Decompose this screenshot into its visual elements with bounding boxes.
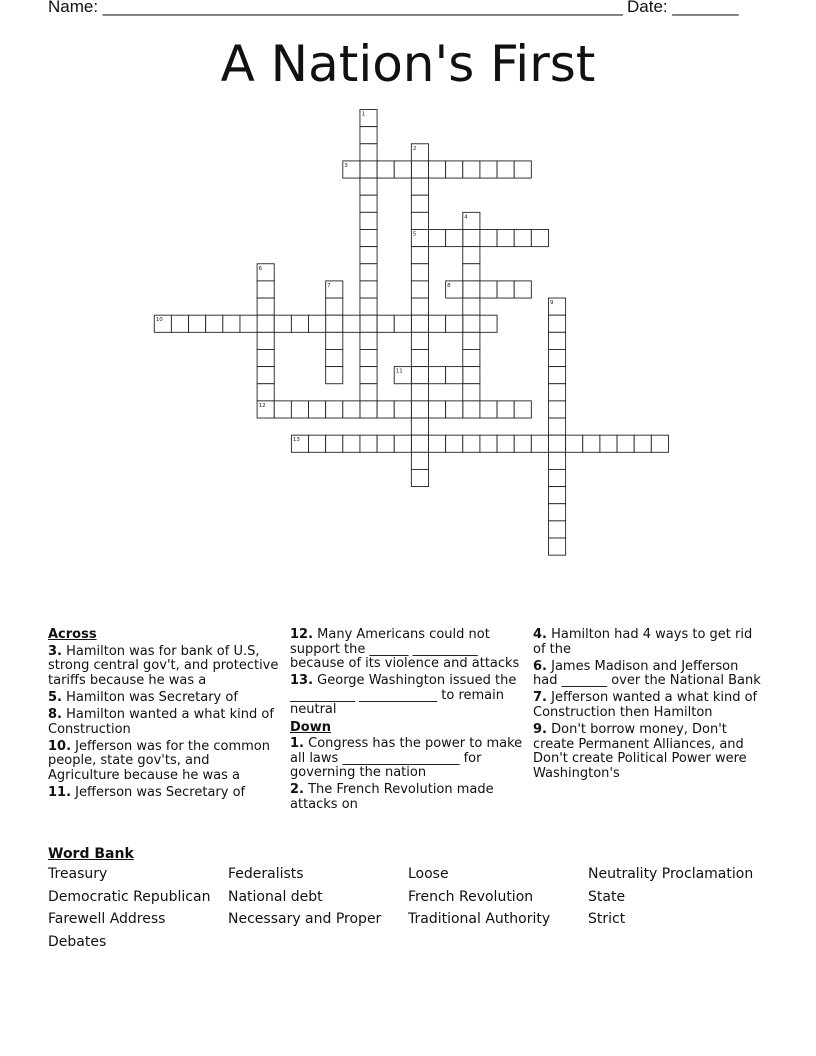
crossword-cell[interactable] <box>411 452 428 469</box>
crossword-cell[interactable] <box>257 349 274 366</box>
crossword-cell[interactable] <box>463 298 480 315</box>
word-bank-heading: Word Bank <box>48 846 134 862</box>
crossword-cell[interactable] <box>548 401 565 418</box>
crossword-cell[interactable] <box>634 435 651 452</box>
clue-item <box>290 674 526 718</box>
crossword-cell[interactable] <box>411 435 428 452</box>
crossword-cell[interactable] <box>446 229 463 246</box>
clue-number: 8. <box>48 706 62 722</box>
clue-number: 3. <box>48 643 62 659</box>
crossword-cell[interactable] <box>480 315 497 332</box>
cell-number: 8 <box>447 282 451 289</box>
word-bank-item: Necessary and Proper <box>228 911 382 928</box>
crossword-cell[interactable] <box>531 229 548 246</box>
crossword-cell[interactable] <box>360 281 377 298</box>
crossword-cell[interactable] <box>394 435 411 452</box>
crossword-cell[interactable] <box>617 435 634 452</box>
crossword-cell[interactable] <box>240 315 257 332</box>
crossword-cell[interactable] <box>463 349 480 366</box>
crossword-cell[interactable] <box>223 315 240 332</box>
crossword-cell[interactable] <box>411 384 428 401</box>
crossword-cell[interactable] <box>446 367 463 384</box>
clue-number: 5. <box>48 689 62 705</box>
crossword-cell[interactable] <box>377 315 394 332</box>
clue-item <box>290 628 526 672</box>
clue-text: Jefferson was Secretary of <box>71 784 246 800</box>
crossword-cell[interactable] <box>360 264 377 281</box>
crossword-cell[interactable] <box>326 332 343 349</box>
crossword-cell[interactable] <box>446 315 463 332</box>
crossword-cell[interactable] <box>360 384 377 401</box>
clue-item <box>533 691 763 720</box>
crossword-cell[interactable] <box>548 504 565 521</box>
crossword-cell[interactable] <box>497 161 514 178</box>
clue-text: Hamilton had 4 ways to get rid of the <box>533 627 753 657</box>
crossword-cell[interactable] <box>360 229 377 246</box>
cell-number: 4 <box>464 214 468 221</box>
crossword-cell[interactable] <box>326 401 343 418</box>
clue-number: 2. <box>290 782 304 798</box>
crossword-cell[interactable] <box>548 315 565 332</box>
word-bank-grid <box>48 866 768 950</box>
crossword-cell[interactable] <box>480 281 497 298</box>
cell-number: 6 <box>258 265 263 272</box>
crossword-cell[interactable] <box>360 435 377 452</box>
crossword-cell[interactable] <box>411 401 428 418</box>
cell-number: 7 <box>327 282 331 289</box>
crossword-cell[interactable] <box>548 384 565 401</box>
crossword-cell[interactable] <box>394 401 411 418</box>
crossword-cell[interactable] <box>463 161 480 178</box>
clues-column-2 <box>290 628 526 815</box>
clue-item <box>48 740 284 784</box>
crossword-cell[interactable] <box>411 298 428 315</box>
crossword-cell[interactable] <box>497 401 514 418</box>
cell-number: 3 <box>344 162 348 169</box>
crossword-cell[interactable] <box>257 332 274 349</box>
crossword-cell[interactable] <box>548 487 565 504</box>
crossword-cell[interactable] <box>514 435 531 452</box>
word-bank-item: National debt <box>228 888 323 905</box>
crossword-cell[interactable] <box>514 401 531 418</box>
crossword-cell[interactable] <box>326 349 343 366</box>
clue-number: 1. <box>290 736 304 752</box>
clue-item <box>533 660 763 689</box>
crossword-cell[interactable] <box>480 435 497 452</box>
crossword-cell[interactable] <box>360 349 377 366</box>
clue-item <box>290 783 526 812</box>
clue-item <box>48 786 284 801</box>
clue-text: Hamilton was for bank of U.S, strong central gov't, and protective tariffs because he was a <box>48 643 279 688</box>
crossword-cell[interactable] <box>291 315 308 332</box>
name-field-label[interactable]: Name: _______________________________________________________ <box>48 0 623 16</box>
crossword-cell[interactable] <box>429 367 446 384</box>
crossword-cell[interactable] <box>463 247 480 264</box>
crossword-cell[interactable] <box>463 367 480 384</box>
clue-text: George Washington issued the __________ ____________ to remain neutral <box>290 673 517 718</box>
clues-column-1 <box>48 628 284 803</box>
crossword-cell[interactable] <box>411 161 428 178</box>
word-bank-item: Treasury <box>48 866 108 882</box>
crossword-cell[interactable] <box>548 332 565 349</box>
word-bank <box>48 846 768 950</box>
crossword-cell[interactable] <box>429 435 446 452</box>
crossword-cell[interactable] <box>480 161 497 178</box>
down-heading: Down <box>290 719 331 735</box>
clue-text: The French Revolution made attacks on <box>290 782 494 813</box>
crossword-cell[interactable] <box>360 332 377 349</box>
crossword-cell[interactable] <box>257 384 274 401</box>
crossword-cell[interactable] <box>480 229 497 246</box>
crossword-cell[interactable] <box>360 195 377 212</box>
clue-text: Many Americans could not support the ______ __________ because of its violence and attacks <box>290 627 520 672</box>
crossword-cell[interactable] <box>463 264 480 281</box>
word-bank-item: Farewell Address <box>48 911 166 928</box>
crossword-cell[interactable] <box>497 435 514 452</box>
crossword-cell[interactable] <box>429 315 446 332</box>
word-bank-item: Loose <box>408 866 449 882</box>
clue-item <box>290 737 526 781</box>
crossword-cell[interactable] <box>171 315 188 332</box>
crossword-cell[interactable] <box>411 367 428 384</box>
crossword-cell[interactable] <box>377 435 394 452</box>
cell-number: 10 <box>155 317 163 324</box>
clue-text: Hamilton wanted a what kind of Construction <box>48 706 274 737</box>
crossword-cell[interactable] <box>463 384 480 401</box>
crossword-cell[interactable] <box>360 401 377 418</box>
word-bank-item: Democratic Republican <box>48 888 211 905</box>
crossword-cell[interactable] <box>463 435 480 452</box>
crossword-cell[interactable] <box>394 315 411 332</box>
crossword-cell[interactable] <box>360 212 377 229</box>
crossword-cell[interactable] <box>548 538 565 555</box>
crossword-cell[interactable] <box>360 127 377 144</box>
crossword-cell[interactable] <box>309 401 326 418</box>
crossword-cell[interactable] <box>411 247 428 264</box>
crossword-cell[interactable] <box>360 367 377 384</box>
clue-text: Jefferson wanted a what kind of Construction then Hamilton <box>533 690 758 720</box>
crossword-cell[interactable] <box>514 229 531 246</box>
crossword-cell[interactable] <box>548 452 565 469</box>
crossword-cell[interactable] <box>600 435 617 452</box>
crossword-cell[interactable] <box>274 401 291 418</box>
clue-number: 6. <box>533 658 547 674</box>
crossword-cell[interactable] <box>411 418 428 435</box>
crossword-cell[interactable] <box>651 435 668 452</box>
crossword-cell[interactable] <box>360 298 377 315</box>
crossword-cell[interactable] <box>360 315 377 332</box>
crossword-cell[interactable] <box>463 315 480 332</box>
clue-text: Don't borrow money, Don't create Permanent Alliances, and Don't create Political Power were Washington's <box>533 722 747 781</box>
crossword-cell[interactable] <box>497 229 514 246</box>
crossword-cell[interactable] <box>548 349 565 366</box>
clue-number: 12. <box>290 627 314 642</box>
crossword-cell[interactable] <box>309 435 326 452</box>
crossword-cell[interactable] <box>257 315 274 332</box>
clue-item <box>533 628 763 657</box>
cell-number: 11 <box>395 368 403 375</box>
crossword-cell[interactable] <box>411 264 428 281</box>
clue-number: 4. <box>533 627 547 642</box>
cell-number: 13 <box>292 437 300 444</box>
crossword-cell[interactable] <box>343 315 360 332</box>
crossword-cell[interactable] <box>497 281 514 298</box>
crossword-cell[interactable] <box>309 315 326 332</box>
crossword-cell[interactable] <box>411 212 428 229</box>
word-bank-item: Debates <box>48 933 107 950</box>
crossword-cell[interactable] <box>411 195 428 212</box>
crossword-cell[interactable] <box>257 367 274 384</box>
crossword-cell[interactable] <box>189 315 206 332</box>
clue-number: 7. <box>533 690 547 706</box>
crossword-cell[interactable] <box>360 161 377 178</box>
crossword-cell[interactable] <box>411 332 428 349</box>
word-bank-item: State <box>588 888 626 905</box>
crossword-cell[interactable] <box>257 298 274 315</box>
crossword-cell[interactable] <box>343 435 360 452</box>
crossword-cell[interactable] <box>531 435 548 452</box>
word-bank-item: Neutrality Proclamation <box>588 866 754 882</box>
clue-number: 10. <box>48 738 72 754</box>
across-heading: Across <box>48 627 97 642</box>
clue-text: James Madison and Jefferson had _______ over the National Bank <box>533 658 761 689</box>
cell-number: 5 <box>412 231 417 238</box>
crossword-cell[interactable] <box>446 435 463 452</box>
crossword-cell[interactable] <box>514 161 531 178</box>
crossword-cell[interactable] <box>326 298 343 315</box>
crossword-cell[interactable] <box>377 401 394 418</box>
crossword-cell[interactable] <box>360 144 377 161</box>
word-bank-item: Traditional Authority <box>408 911 551 928</box>
crossword-cell[interactable] <box>429 401 446 418</box>
crossword-cell[interactable] <box>206 315 223 332</box>
word-bank-item: French Revolution <box>408 888 534 905</box>
crossword-cell[interactable] <box>257 281 274 298</box>
crossword-cell[interactable] <box>411 469 428 486</box>
page-title: A Nation's First <box>220 35 596 93</box>
clue-text: Congress has the power to make all laws __________________ for governing the nation <box>290 736 523 781</box>
word-bank-item: Strict <box>588 911 626 928</box>
crossword-cell[interactable] <box>343 401 360 418</box>
clue-number: 11. <box>48 784 72 800</box>
crossword-cell[interactable] <box>326 435 343 452</box>
clue-number: 13. <box>290 673 314 689</box>
clue-text: Jefferson was for the common people, state gov'ts, and Agriculture because he was a <box>48 738 270 783</box>
crossword-cell[interactable] <box>429 161 446 178</box>
cell-number: 9 <box>549 300 554 307</box>
crossword-cell[interactable] <box>394 161 411 178</box>
crossword-cell[interactable] <box>274 315 291 332</box>
crossword-cell[interactable] <box>548 418 565 435</box>
cell-number: 2 <box>412 145 417 152</box>
crossword-cell[interactable] <box>583 435 600 452</box>
clue-item <box>48 645 284 689</box>
crossword-cell[interactable] <box>548 435 565 452</box>
crossword-cell[interactable] <box>566 435 583 452</box>
crossword-cell[interactable] <box>446 401 463 418</box>
clue-item <box>48 691 284 706</box>
crossword-cell[interactable] <box>548 367 565 384</box>
crossword-cell[interactable] <box>548 469 565 486</box>
cell-number: 1 <box>361 111 365 118</box>
cell-number: 12 <box>258 402 266 409</box>
crossword-cell[interactable] <box>463 401 480 418</box>
crossword-cell[interactable] <box>411 349 428 366</box>
crossword-cell[interactable] <box>291 401 308 418</box>
crossword-cell[interactable] <box>326 367 343 384</box>
clue-item <box>48 708 284 737</box>
date-field-label[interactable]: Date: _______ <box>627 0 739 16</box>
word-bank-item: Federalists <box>228 866 304 882</box>
crossword-cell[interactable] <box>377 161 394 178</box>
clues-column-3 <box>533 628 763 784</box>
clue-item <box>533 723 763 781</box>
crossword-cell[interactable] <box>326 315 343 332</box>
crossword-cell[interactable] <box>480 401 497 418</box>
crossword-cell[interactable] <box>411 315 428 332</box>
crossword-cell[interactable] <box>411 178 428 195</box>
crossword-cell[interactable] <box>463 281 480 298</box>
crossword-cell[interactable] <box>446 161 463 178</box>
crossword-cell[interactable] <box>429 229 446 246</box>
crossword-cell[interactable] <box>411 281 428 298</box>
crossword-cell[interactable] <box>514 281 531 298</box>
crossword-cell[interactable] <box>360 247 377 264</box>
crossword-cell[interactable] <box>360 178 377 195</box>
crossword-cell[interactable] <box>463 229 480 246</box>
crossword-cell[interactable] <box>548 521 565 538</box>
clue-text: Hamilton was Secretary of <box>61 689 238 705</box>
clue-number: 9. <box>533 722 547 738</box>
crossword-cell[interactable] <box>463 332 480 349</box>
